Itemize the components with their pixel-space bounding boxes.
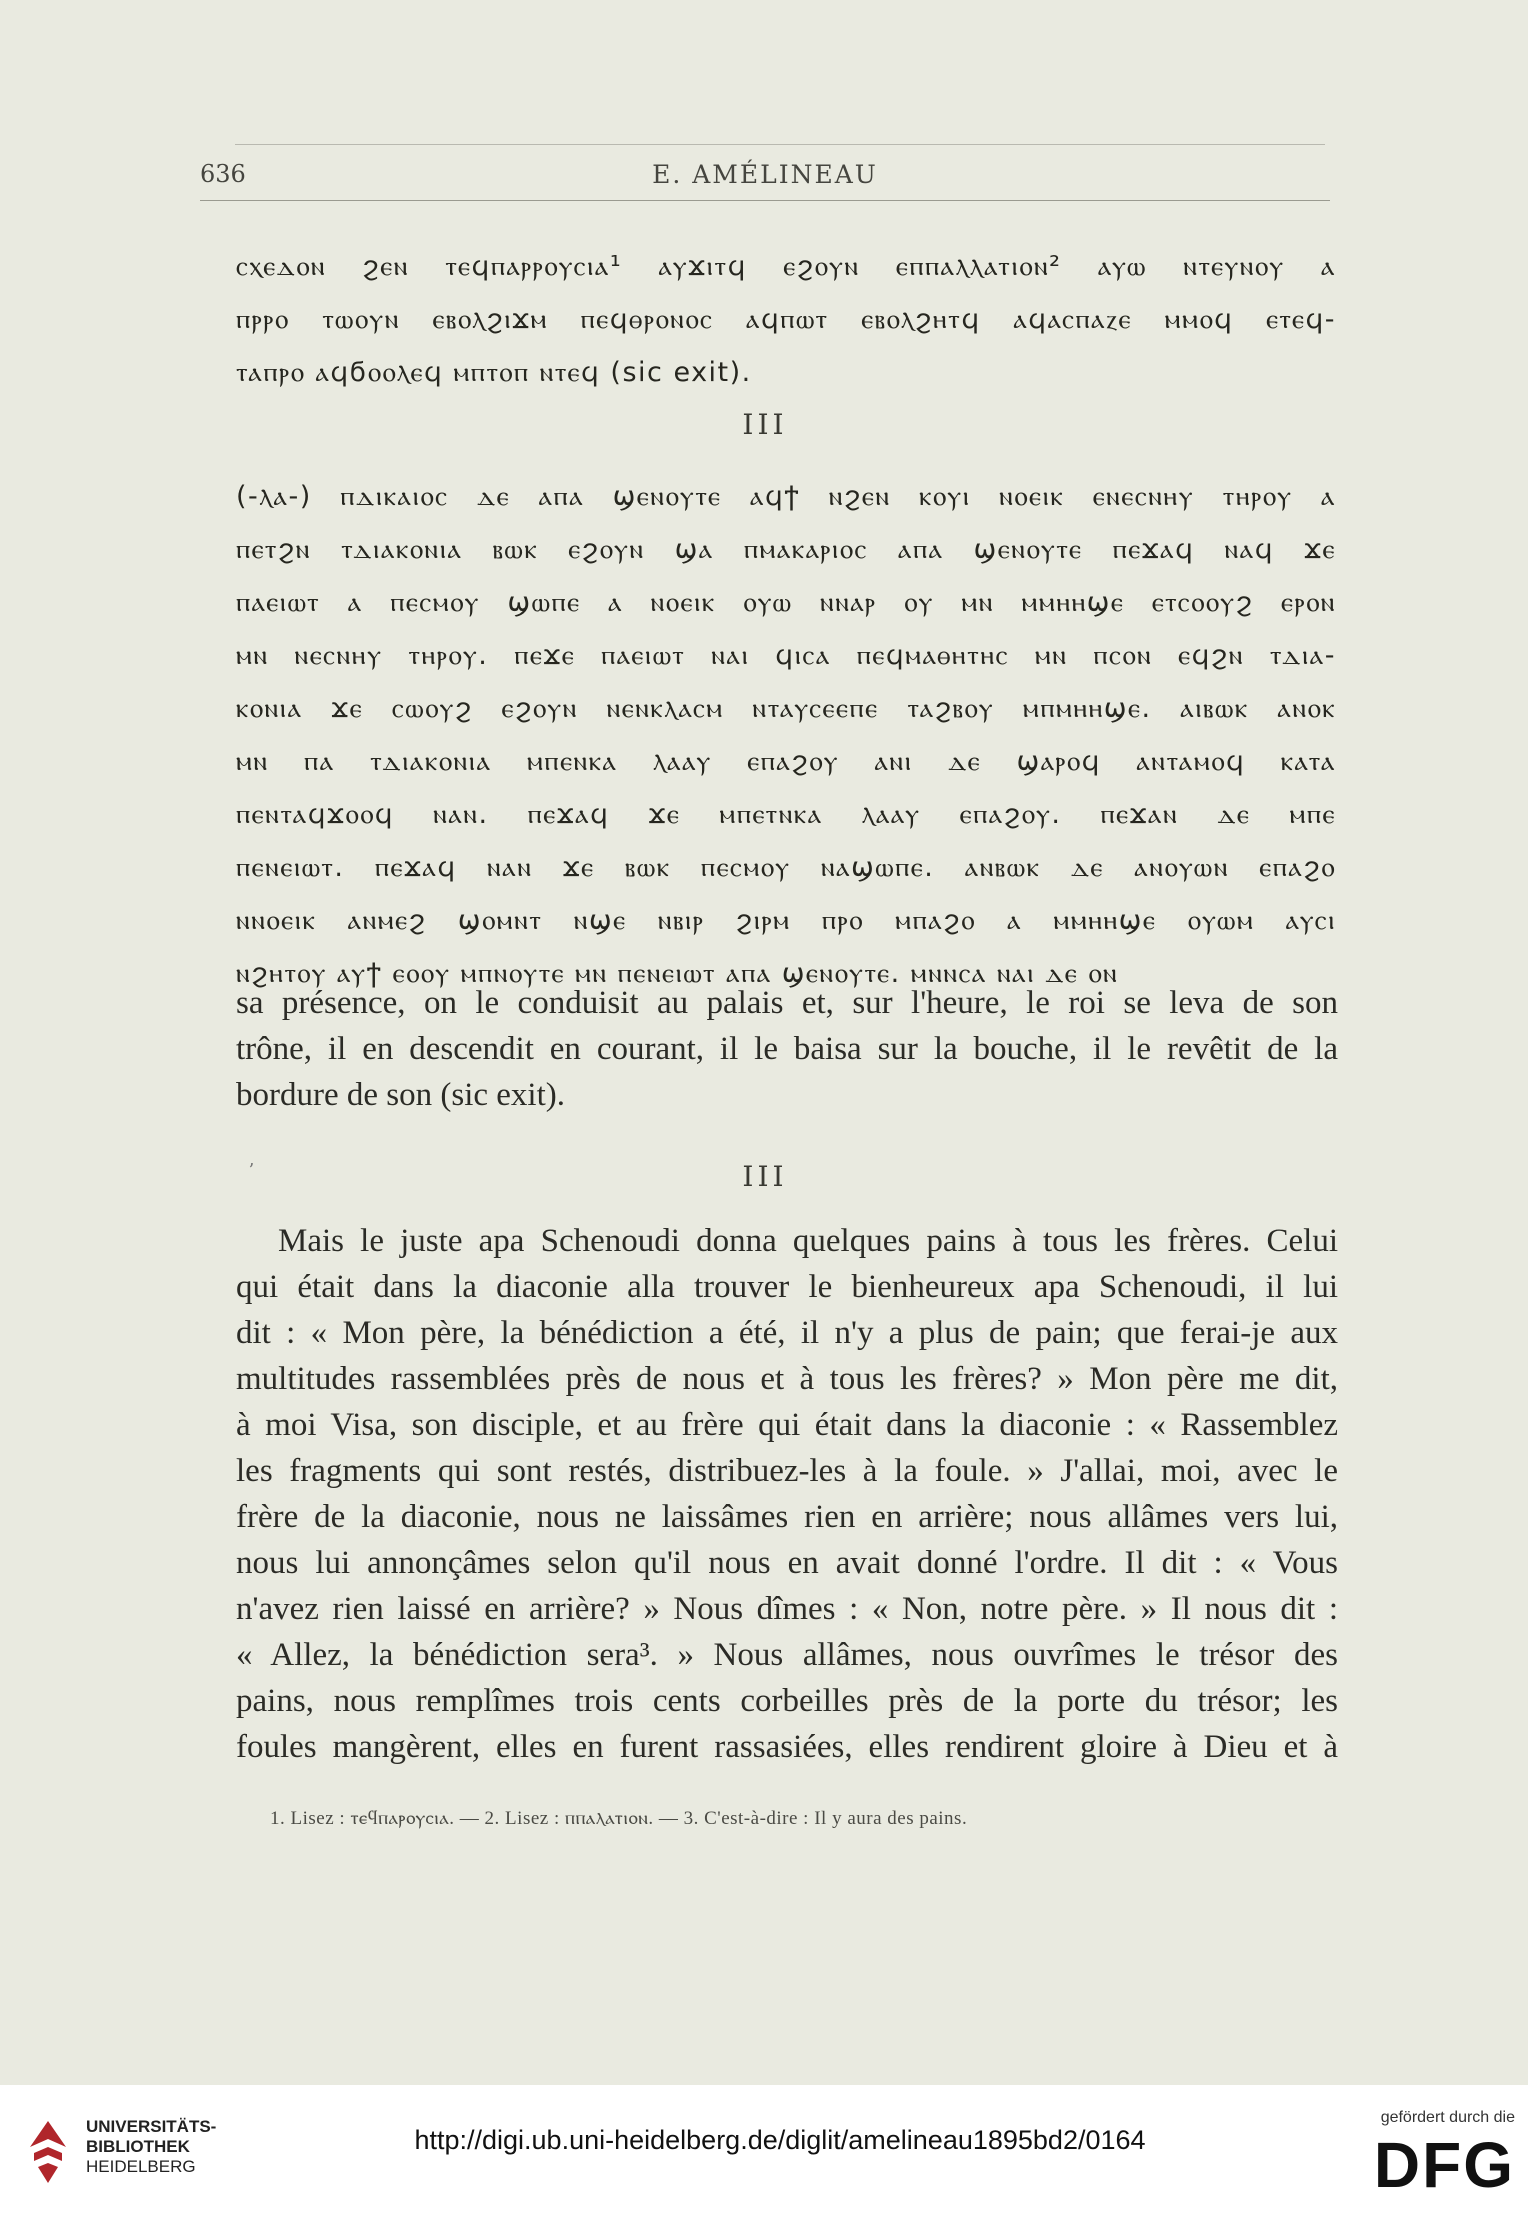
source-url-link[interactable]: http://digi.ub.uni-heidelberg.de/diglit/amelineau1895bd2/0164: [414, 2125, 1146, 2155]
library-emblem-icon: [24, 2117, 72, 2187]
french-line: les fragments qui sont restés, distribuez-les à la foule. » J'allai, moi, avec le: [236, 1453, 1338, 1489]
french-main-paragraph: [236, 1218, 1338, 1770]
coptic-line: ⲙⲛ ⲛⲉⲥⲛⲏⲩ ⲧⲏⲣⲟⲩ. ⲡⲉϫⲉ ⲡⲁⲉⲓⲱⲧ ⲛⲁⲓ ϥⲓⲥⲁ ⲡⲉϥⲙⲁⲑⲏⲧⲏⲥ ⲙⲛ ⲡⲥⲟⲛ ⲉϥϩⲛ ⲧⲇⲓⲁ-: [236, 640, 1336, 671]
french-line: « Allez, la bénédiction sera³. » Nous allâmes, nous ouvrîmes le trésor des: [236, 1637, 1338, 1673]
library-name-line: HEIDELBERG: [86, 2157, 196, 2176]
french-line: nous lui annonçâmes selon qu'il nous en avait donné l'ordre. Il dit : « Vous: [236, 1545, 1338, 1581]
sponsor-caption: gefördert durch die: [1380, 2109, 1515, 2126]
library-name-line: BIBLIOTHEK: [86, 2137, 190, 2156]
french-line: Mais le juste apa Schenoudi donna quelques pains à tous les frères. Celui: [278, 1223, 1338, 1259]
french-line: n'avez rien laissé en arrière? » Nous dîmes : « Non, notre père. » Il nous dit :: [236, 1591, 1338, 1627]
stray-mark: ʼ: [248, 1160, 254, 1181]
french-line: foules mangèrent, elles en furent rassasiées, elles rendirent gloire à Dieu et à: [236, 1729, 1338, 1765]
coptic-line: ⲧⲁⲡⲣⲟ ⲁϥϭⲟⲟⲗⲉϥ ⲙⲡⲧⲟⲡ ⲛⲧⲉϥ (sic exit).: [236, 357, 752, 388]
section-numeral: III: [742, 1160, 788, 1193]
coptic-line: ⲡⲉⲛⲧⲁϥϫⲟⲟϥ ⲛⲁⲛ. ⲡⲉϫⲁϥ ϫⲉ ⲙⲡⲉⲧⲛⲕⲁ ⲗⲁⲁⲩ ⲉⲡⲁϩⲟⲩ. ⲡⲉϫⲁⲛ ⲇⲉ ⲙⲡⲉ: [236, 799, 1336, 830]
french-line: pains, nous remplîmes trois cents corbeilles près de la porte du trésor; les: [236, 1683, 1338, 1719]
coptic-line: (-ⲗⲁ-) ⲡⲇⲓⲕⲁⲓⲟⲥ ⲇⲉ ⲁⲡⲁ ϣⲉⲛⲟⲩⲧⲉ ⲁϥϯ ⲛϩⲉⲛ ⲕⲟⲩⲓ ⲛⲟⲉⲓⲕ ⲉⲛⲉⲥⲛⲏⲩ ⲧⲏⲣⲟⲩ ⲁ: [236, 481, 1336, 512]
coptic-intro-paragraph: [236, 240, 1336, 399]
french-intro-paragraph: [236, 980, 1338, 1118]
library-name-line: UNIVERSITÄTS-: [86, 2117, 217, 2136]
library-logo[interactable]: [24, 2113, 334, 2193]
french-line: bordure de son (sic exit).: [236, 1077, 565, 1113]
french-line: à moi Visa, son disciple, et au frère qui était dans la diaconie : « Rassemblez: [236, 1407, 1338, 1443]
coptic-line: ⲡⲣⲣⲟ ⲧⲱⲟⲩⲛ ⲉⲃⲟⲗϩⲓϫⲙ ⲡⲉϥⲑⲣⲟⲛⲟⲥ ⲁϥⲡⲱⲧ ⲉⲃⲟⲗϩⲏⲧϥ ⲁϥⲁⲥⲡⲁⲍⲉ ⲙⲙⲟϥ ⲉⲧⲉϥ-: [236, 304, 1336, 335]
section-numeral: III: [742, 408, 788, 441]
coptic-line: ⲛϩⲏⲧⲟⲩ ⲁⲩϯ ⲉⲟⲟⲩ ⲙⲡⲛⲟⲩⲧⲉ ⲙⲛ ⲡⲉⲛⲉⲓⲱⲧ ⲁⲡⲁ ϣⲉⲛⲟⲩⲧⲉ. ⲙⲛⲛⲥⲁ ⲛⲁⲓ ⲇⲉ ⲟⲛ: [236, 958, 1119, 989]
running-title: E. AMÉLINEAU: [652, 160, 878, 189]
french-line: qui était dans la diaconie alla trouver le bienheureux apa Schenoudi, il lui: [236, 1269, 1338, 1305]
french-line: dit : « Mon père, la bénédiction a été, il n'y a plus de pain; que ferai-je aux: [236, 1315, 1338, 1351]
page-number: 636: [200, 160, 246, 188]
coptic-main-paragraph: [236, 470, 1336, 1000]
coptic-line: ⲡⲉⲧϩⲛ ⲧⲇⲓⲁⲕⲟⲛⲓⲁ ⲃⲱⲕ ⲉϩⲟⲩⲛ ϣⲁ ⲡⲙⲁⲕⲁⲣⲓⲟⲥ ⲁⲡⲁ ϣⲉⲛⲟⲩⲧⲉ ⲡⲉϫⲁϥ ⲛⲁϥ ϫⲉ: [236, 534, 1336, 565]
coptic-line: ⲙⲛ ⲡⲁ ⲧⲇⲓⲁⲕⲟⲛⲓⲁ ⲙⲡⲉⲛⲕⲁ ⲗⲁⲁⲩ ⲉⲡⲁϩⲟⲩ ⲁⲛⲓ ⲇⲉ ϣⲁⲣⲟϥ ⲁⲛⲧⲁⲙⲟϥ ⲕⲁⲧⲁ: [236, 746, 1336, 777]
french-line: trône, il en descendit en courant, il le baisa sur la bouche, il le revêtit de la: [236, 1031, 1338, 1067]
dfg-logo[interactable]: [1355, 2105, 1515, 2205]
coptic-line: ⲡⲉⲛⲉⲓⲱⲧ. ⲡⲉϫⲁϥ ⲛⲁⲛ ϫⲉ ⲃⲱⲕ ⲡⲉⲥⲙⲟⲩ ⲛⲁϣⲱⲡⲉ. ⲁⲛⲃⲱⲕ ⲇⲉ ⲁⲛⲟⲩⲱⲛ ⲉⲡⲁϩⲟ: [236, 852, 1336, 883]
coptic-line: ⲡⲁⲉⲓⲱⲧ ⲁ ⲡⲉⲥⲙⲟⲩ ϣⲱⲡⲉ ⲁ ⲛⲟⲉⲓⲕ ⲟⲩⲱ ⲛⲛⲁⲣ ⲟⲩ ⲙⲛ ⲙⲙⲏⲏϣⲉ ⲉⲧⲥⲟⲟⲩϩ ⲉⲣⲟⲛ: [236, 587, 1336, 618]
coptic-line: ⲥⲭⲉⲇⲟⲛ ϩⲉⲛ ⲧⲉϥⲡⲁⲣⲣⲟⲩⲥⲓⲁ¹ ⲁⲩϫⲓⲧϥ ⲉϩⲟⲩⲛ ⲉⲡⲡⲁⲗⲗⲁⲧⲓⲟⲛ² ⲁⲩⲱ ⲛⲧⲉⲩⲛⲟⲩ ⲁ: [236, 251, 1336, 282]
sponsor-logo-text: DFG: [1373, 2129, 1515, 2201]
french-line: frère de la diaconie, nous ne laissâmes rien en arrière; nous allâmes vers lui,: [236, 1499, 1338, 1535]
top-rule: [235, 144, 1325, 145]
footnotes: 1. Lisez : ⲧⲉϥⲡⲁⲣⲟⲩⲥⲓⲁ. — 2. Lisez : ⲡⲡⲁⲗⲁⲧⲓⲟⲛ. — 3. C'est-à-dire : Il y aura des pains.: [270, 1808, 968, 1829]
coptic-line: ⲛⲛⲟⲉⲓⲕ ⲁⲛⲙⲉϩ ϣⲟⲙⲛⲧ ⲛϣⲉ ⲛⲃⲓⲣ ϩⲓⲣⲙ ⲡⲣⲟ ⲙⲡⲁϩⲟ ⲁ ⲙⲙⲏⲏϣⲉ ⲟⲩⲱⲙ ⲁⲩⲥⲓ: [236, 905, 1336, 936]
french-line: multitudes rassemblées près de nous et à tous les frères? » Mon père me dit,: [236, 1361, 1338, 1397]
coptic-line: ⲕⲟⲛⲓⲁ ϫⲉ ⲥⲱⲟⲩϩ ⲉϩⲟⲩⲛ ⲛⲉⲛⲕⲗⲁⲥⲙ ⲛⲧⲁⲩⲥⲉⲉⲡⲉ ⲧⲁϩⲃⲟⲩ ⲙⲡⲙⲏⲏϣⲉ. ⲁⲓⲃⲱⲕ ⲁⲛⲟⲕ: [236, 693, 1336, 724]
header-rule: [200, 200, 1330, 201]
page-header: [200, 160, 1330, 200]
viewer-footer: [0, 2085, 1528, 2215]
french-line: sa présence, on le conduisit au palais et, sur l'heure, le roi se leva de son: [236, 985, 1338, 1021]
library-name: [86, 2117, 216, 2177]
